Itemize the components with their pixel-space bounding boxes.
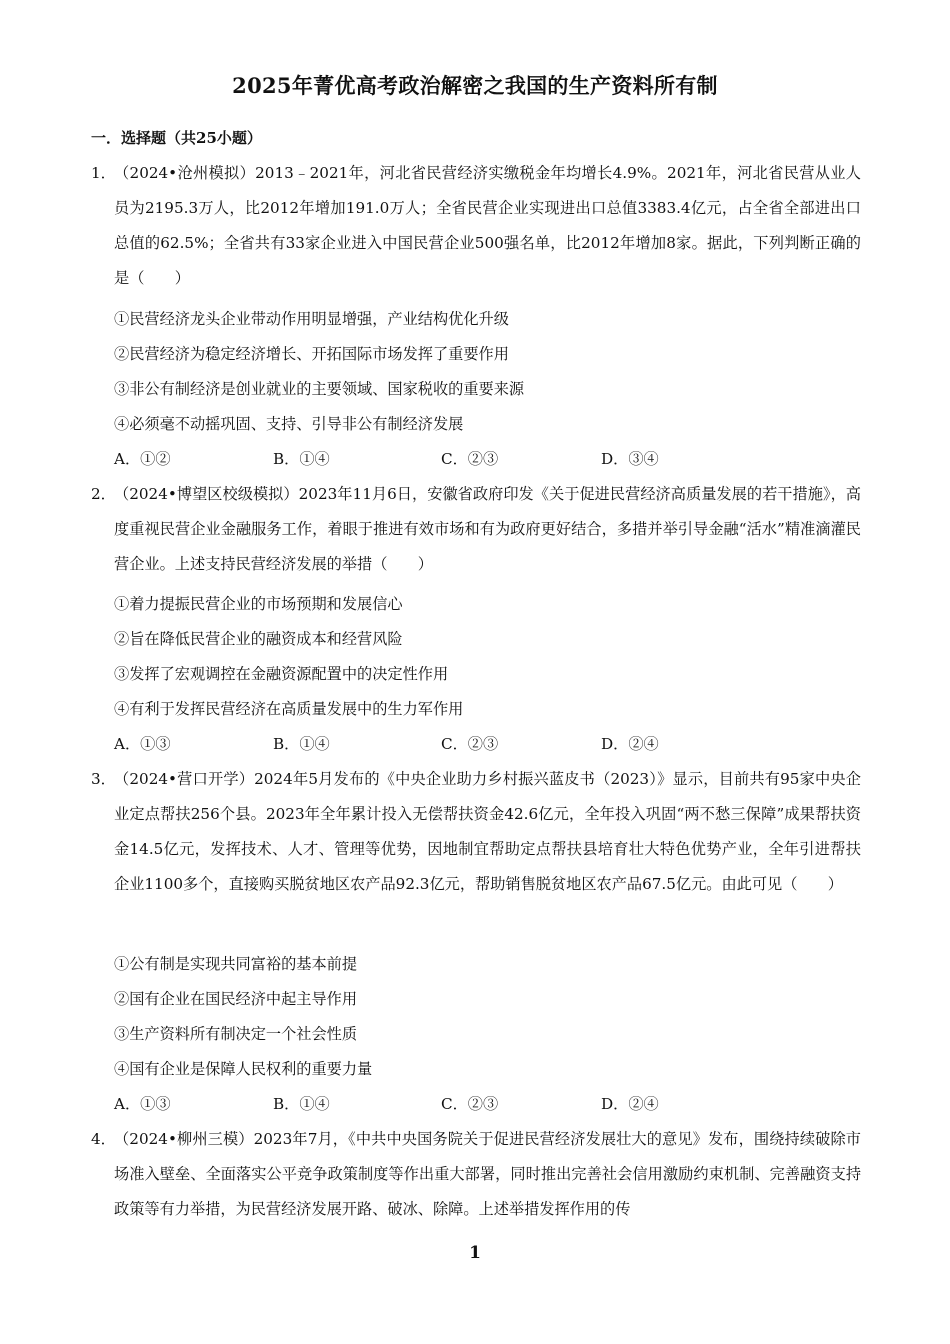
statement-option: ②民营经济为稳定经济增长、开拓国际市场发挥了重要作用 — [114, 345, 509, 363]
question-stem: （2024•柳州三模）2023年7月，《中共中央国务院关于促进民营经济发展壮大的意见》发布，围绕持续破除市场准入壁垒、全面落实公平竞争政策制度等作出重大部署，同时推出完善社会信用激励约束机制、完善融资支持政策等有力举措，为民营经济发展开路、破冰、除障。上述举措发挥作用的传 — [114, 1130, 861, 1218]
statement-option: ①着力提振民营企业的市场预期和发展信心 — [114, 595, 403, 613]
choice-b[interactable]: B．①④ — [273, 450, 330, 468]
question-1 — [91, 156, 861, 296]
question-number: 2． — [91, 485, 116, 503]
statement-option: ④有利于发挥民营经济在高质量发展中的生力军作用 — [114, 700, 464, 718]
statement-option: ④必须毫不动摇巩固、支持、引导非公有制经济发展 — [114, 415, 464, 433]
statement-option: ①公有制是实现共同富裕的基本前提 — [114, 955, 357, 973]
choice-a[interactable]: A．①③ — [114, 1095, 171, 1113]
question-number: 3． — [91, 770, 116, 788]
statement-option: ③发挥了宏观调控在金融资源配置中的决定性作用 — [114, 665, 449, 683]
choice-a[interactable]: A．①③ — [114, 735, 171, 753]
choice-c[interactable]: C．②③ — [441, 1095, 499, 1113]
statement-option: ④国有企业是保障人民权利的重要力量 — [114, 1060, 373, 1078]
question-4 — [91, 1122, 861, 1227]
page-number: 1 — [469, 1243, 481, 1263]
choice-b[interactable]: B．①④ — [273, 1095, 330, 1113]
choice-b[interactable]: B．①④ — [273, 735, 330, 753]
question-stem: （2024•沧州模拟）2013﹣2021年，河北省民营经济实缴税金年均增长4.9%。2021年，河北省民营从业人员为2195.3万人，比2012年增加191.0万人；全省民营企业实现进出口总值3383.4亿元，占全省全部进出口总值的62.5%；全省共有33家企业进入中国民营企业500强名单，比2012年增加8家。据此，下列判断正确的是（ ） — [114, 164, 861, 287]
statement-option: ③非公有制经济是创业就业的主要领域、国家税收的重要来源 — [114, 380, 525, 398]
statement-option: ③生产资料所有制决定一个社会性质 — [114, 1025, 357, 1043]
answer-choices — [114, 727, 814, 762]
statement-option: ②国有企业在国民经济中起主导作用 — [114, 990, 357, 1008]
question-number: 1． — [91, 164, 116, 182]
question-number: 4． — [91, 1130, 116, 1148]
choice-c[interactable]: C．②③ — [441, 450, 499, 468]
choice-d[interactable]: D．③④ — [601, 450, 659, 468]
choice-c[interactable]: C．②③ — [441, 735, 499, 753]
question-stem: （2024•博望区校级模拟）2023年11月6日，安徽省政府印发《关于促进民营经济高质量发展的若干措施》，高度重视民营企业金融服务工作，着眼于推进有效市场和有为政府更好结合，多措并举引导金融“活水”精准滴灌民营企业。上述支持民营经济发展的举措（ ） — [114, 485, 861, 573]
answer-choices — [114, 1087, 814, 1122]
page-title: 2025年菁优高考政治解密之我国的生产资料所有制 — [232, 73, 718, 98]
statement-option: ②旨在降低民营企业的融资成本和经营风险 — [114, 630, 403, 648]
statement-option: ①民营经济龙头企业带动作用明显增强，产业结构优化升级 — [114, 310, 509, 328]
choice-d[interactable]: D．②④ — [601, 735, 659, 753]
choice-d[interactable]: D．②④ — [601, 1095, 659, 1113]
question-stem: （2024•营口开学）2024年5月发布的《中央企业助力乡村振兴蓝皮书（2023）》显示，目前共有95家中央企业定点帮扶256个县。2023年全年累计投入无偿帮扶资金42.6亿元，全年投入巩固“两不愁三保障”成果帮扶资金14.5亿元，发挥技术、人才、管理等优势，因地制宜帮助定点帮扶县培育壮大特色优势产业，全年引进帮扶企业1100多个，直接购买脱贫地区农产品92.3亿元，帮助销售脱贫地区农产品67.5亿元。由此可见（ ） — [114, 770, 861, 893]
question-3 — [91, 762, 861, 902]
question-2 — [91, 477, 861, 582]
choice-a[interactable]: A．①② — [114, 450, 171, 468]
section-heading: 一．选择题（共25小题） — [91, 129, 262, 147]
answer-choices — [114, 442, 814, 477]
